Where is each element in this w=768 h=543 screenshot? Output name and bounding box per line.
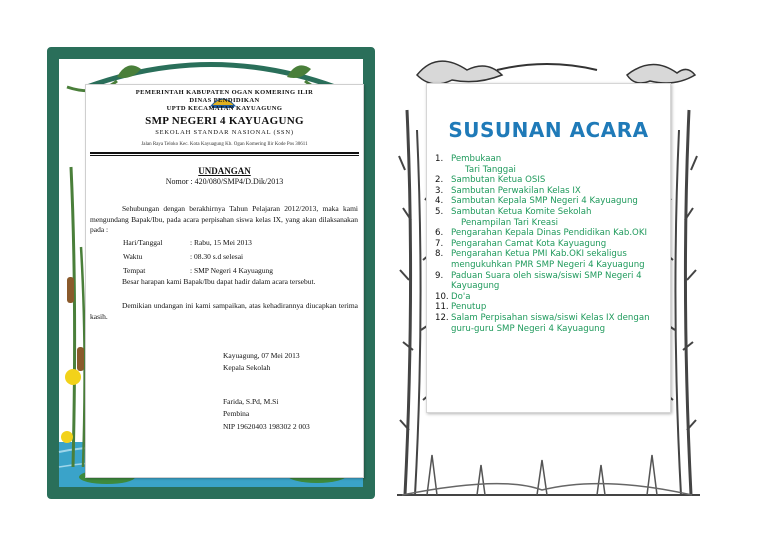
program-item: 2. Sambutan Ketua OSIS	[435, 175, 546, 186]
program-title: SUSUNAN ACARA	[448, 118, 649, 142]
signature-position: Kepala Sekolah	[223, 363, 271, 372]
program-item: 3. Sambutan Perwakilan Kelas IX	[435, 185, 581, 196]
header-divider	[90, 152, 359, 154]
program-item: 7. Pengarahan Camat Kota Kayuagung	[435, 238, 607, 249]
program-item: 1. Pembukaan Tari Tanggai	[435, 154, 516, 175]
signature-place-date: Kayuagung, 07 Mei 2013	[223, 351, 300, 360]
detail-value-time: : 08.30 s.d selesai	[190, 252, 244, 261]
letter-paragraph-closing: Demikian undangan ini kami sampaikan, atas kehadirannya diucapkan terima kasih.	[90, 301, 358, 321]
program-item: 11. Penutup	[435, 302, 487, 313]
invitation-letter	[85, 84, 364, 478]
program-item: 5. Sambutan Ketua Komite Sekolah Penampilan Tari Kreasi	[435, 206, 592, 228]
detail-label-place: Tempat	[123, 266, 146, 275]
detail-label-time: Waktu	[123, 252, 143, 261]
signature-nip: NIP 19620403 198302 2 003	[223, 422, 310, 431]
school-status: SEKOLAH STANDAR NASIONAL (SSN)	[155, 129, 294, 136]
detail-value-date: : Rabu, 15 Mei 2013	[190, 238, 252, 247]
letter-paragraph-hope: Besar harapan kami Bapak/Ibu dapat hadir dalam acara tersebut.	[122, 277, 316, 286]
program-item: 9. Paduan Suara oleh siswa/siswi SMP Negeri 4 Kayuagung	[435, 270, 642, 292]
signature-name: Farida, S.Pd, M.Si	[223, 397, 279, 406]
program-item: 8. Pengarahan Ketua PMI Kab.OKI sekaligus mengukuhkan PMR SMP Negeri 4 Kayuagung	[435, 249, 645, 270]
program-item: 10. Do'a	[435, 291, 471, 302]
letter-title: UNDANGAN	[198, 166, 251, 176]
letter-number: Nomor : 420/080/SMP4/D.Dik/2013	[165, 177, 284, 186]
header-government: PEMERINTAH KABUPATEN OGAN KOMERING ILIR	[135, 89, 314, 96]
signature-rank: Pembina	[223, 409, 250, 418]
school-address: Jalan Raya Teloko Kec. Kota Kayuagung Kb. Ogan Komering Ilir Kode Pos 30611	[141, 142, 308, 147]
letter-paragraph-intro: Sehubungan dengan berakhirnya Tahun Pelajaran 2012/2013, maka kami mengundang Bapak/Ibu, pada acara perpisahan siswa kelas IX, yang akan dilaksanakan pada :	[90, 204, 358, 234]
header-department: DINAS PENDIDIKAN	[189, 97, 260, 104]
program-item: 12. Salam Perpisahan siswa/siswi Kelas IX dengan guru-guru SMP Negeri 4 Kayuagung	[435, 312, 650, 334]
school-name: SMP NEGERI 4 KAYUAGUNG	[145, 115, 304, 127]
header-divider-thin	[90, 155, 359, 156]
program-list	[435, 154, 667, 334]
program-panel	[426, 83, 671, 413]
program-item: 4. Sambutan Kepala SMP Negeri 4 Kayuagung	[435, 196, 638, 207]
detail-value-place: : SMP Negeri 4 Kayuagung	[190, 266, 274, 275]
header-upt: UPTD KECAMATAN KAYUAGUNG	[166, 105, 283, 112]
program-item: 6. Pengarahan Kepala Dinas Pendidikan Kab.OKI	[435, 228, 647, 239]
detail-label-date: Hari/Tanggal	[123, 238, 163, 247]
